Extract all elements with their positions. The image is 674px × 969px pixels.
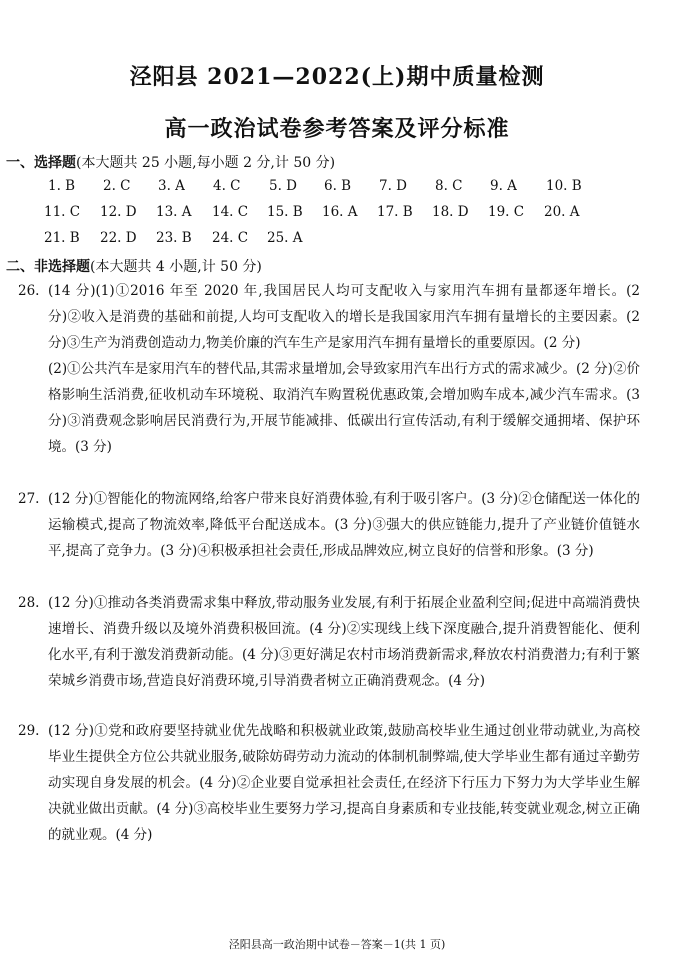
section-label: 一、选择题	[6, 155, 76, 171]
question-27	[18, 486, 640, 564]
page-title: 泾阳县 2021—2022(上)期中质量检测	[129, 64, 545, 90]
answer-item: 6. B	[324, 178, 352, 194]
answer-item: 25. A	[267, 230, 303, 246]
question-number: 27.	[18, 491, 40, 507]
question-29	[18, 718, 640, 848]
answer-item: 2. C	[103, 178, 131, 194]
answer-item: 16. A	[322, 204, 358, 220]
answer-item: 11. C	[44, 204, 81, 220]
answer-item: 14. C	[212, 204, 249, 220]
answer-item: 21. B	[44, 230, 80, 246]
section-note: (本大题共 4 小题,计 50 分)	[90, 259, 262, 275]
page-subtitle: 高一政治试卷参考答案及评分标准	[164, 116, 510, 142]
question-number: 28.	[18, 595, 40, 611]
section-note: (本大题共 25 小题,每小题 2 分,计 50 分)	[76, 155, 336, 171]
answer-item: 8. C	[435, 178, 463, 194]
answer-item: 19. C	[488, 204, 525, 220]
answer-item: 7. D	[379, 178, 407, 194]
answer-item: 9. A	[490, 178, 517, 194]
answer-item: 15. B	[267, 204, 303, 220]
answer-item: 12. D	[100, 204, 137, 220]
question-number: 29.	[18, 723, 40, 739]
answer-text: (12 分)①智能化的物流网络,给客户带来良好消费体验,有利于吸引客户。(3 分)②仓储配送一体化的运输模式,提高了物流效率,降低平台配送成本。(3 分)③强大的供应链能力,提升了产业链价值链水平,提高了竞争力。(3 分)④积极承担社会责任,形成品牌效应,树立良好的信誉和形象。(3 分)	[48, 491, 640, 559]
answer-text: (14 分)(1)①2016 年至 2020 年,我国居民人均可支配收入与家用汽车拥有量都逐年增长。(2 分)②收入是消费的基础和前提,人均可支配收入的增长是我国家用汽车拥有量增长的主要因素。(2 分)③生产为消费创造动力,物美价廉的汽车生产是家用汽车拥有量增长的重要原因。(2 分)	[48, 283, 640, 351]
question-26	[18, 278, 640, 460]
answer-text: (2)①公共汽车是家用汽车的替代品,其需求量增加,会导致家用汽车出行方式的需求减少。(2 分)②价格影响生活消费,征收机动车环境税、取消汽车购置税优惠政策,会增加购车成本,减少汽车需求。(3 分)③消费观念影响居民消费行为,开展节能减排、低碳出行宣传活动,有利于缓解交通拥堵、保护环境。(3 分)	[48, 361, 640, 455]
answer-item: 20. A	[544, 204, 580, 220]
answer-item: 5. D	[269, 178, 297, 194]
answer-item: 13. A	[156, 204, 192, 220]
answer-item: 18. D	[432, 204, 469, 220]
answer-item: 3. A	[158, 178, 185, 194]
section-label: 二、非选择题	[6, 259, 90, 275]
question-28	[18, 590, 640, 694]
question-number: 26.	[18, 283, 40, 299]
answer-item: 1. B	[48, 178, 76, 194]
answer-text: (12 分)①党和政府要坚持就业优先战略和积极就业政策,鼓励高校毕业生通过创业带动就业,为高校毕业生提供全方位公共就业服务,破除妨碍劳动力流动的体制机制弊端,使大学毕业生都有通过辛勤劳动实现自身发展的机会。(4 分)②企业要自觉承担社会责任,在经济下行压力下努力为大学毕业生解决就业做出贡献。(4 分)③高校毕业生要努力学习,提高自身素质和专业技能,转变就业观念,树立正确的就业观。(4 分)	[48, 723, 640, 843]
answer-item: 17. B	[377, 204, 413, 220]
answer-item: 23. B	[156, 230, 192, 246]
section-heading-choice	[6, 152, 335, 172]
answer-item: 24. C	[212, 230, 249, 246]
answer-item: 4. C	[213, 178, 241, 194]
section-heading-nonchoice	[6, 256, 262, 276]
answer-item: 10. B	[546, 178, 582, 194]
answer-text: (12 分)①推动各类消费需求集中释放,带动服务业发展,有利于拓展企业盈利空间;促进中高端消费快速增长、消费升级以及境外消费积极回流。(4 分)②实现线上线下深度融合,提升消费智能化、便利化水平,有利于激发消费新动能。(4 分)③更好满足农村市场消费新需求,释放农村消费潜力;有利于繁荣城乡消费市场,营造良好消费环境,引导消费者树立正确消费观念。(4 分)	[48, 595, 640, 689]
answer-item: 22. D	[100, 230, 137, 246]
page-footer: 泾阳县高一政治期中试卷－答案－1(共 1 页)	[228, 938, 446, 951]
